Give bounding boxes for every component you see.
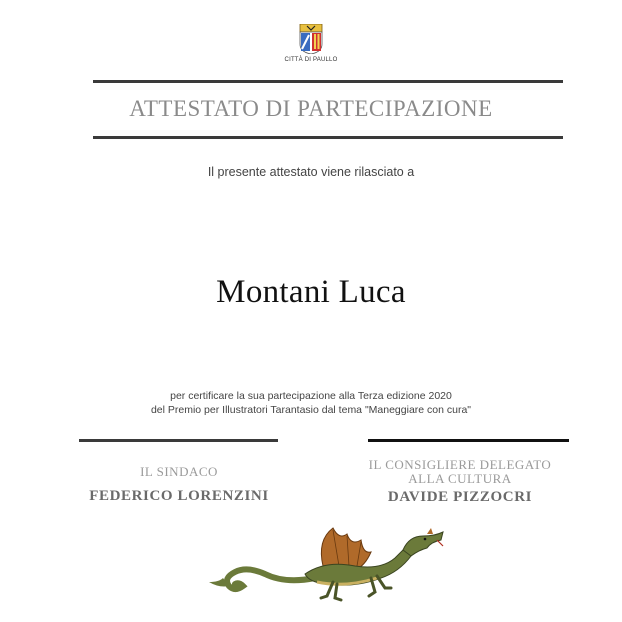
- city-crest-icon: [299, 24, 323, 54]
- dragon-illustration-icon: [205, 526, 445, 602]
- left-signature-rule: [79, 439, 278, 442]
- title-bottom-rule: [93, 136, 563, 139]
- left-signature-role: IL SINDACO: [140, 464, 218, 479]
- statement-line-2: del Premio per Illustratori Tarantasio dal tema "Maneggiare con cura": [150, 404, 472, 416]
- intro-text: Il presente attestato viene rilasciato a: [207, 165, 415, 179]
- title-top-rule: [93, 80, 563, 83]
- left-signature-name: FEDERICO LORENZINI: [89, 488, 269, 504]
- recipient-name: Montani Luca: [216, 274, 406, 310]
- right-signature-name: DAVIDE PIZZOCRI: [387, 489, 533, 505]
- right-signature: [360, 459, 560, 506]
- statement-line-1: per certificare la sua partecipazione alla Terza edizione 2020: [170, 390, 452, 402]
- left-signature: [60, 466, 298, 505]
- certificate-title: ATTESTATO DI PARTECIPAZIONE: [129, 96, 493, 121]
- right-signature-rule: [368, 439, 569, 442]
- crest-caption: CITTÀ DI PAULLO: [284, 57, 338, 63]
- right-signature-role-line-1: IL CONSIGLIERE DELEGATO: [368, 457, 552, 472]
- right-signature-role-line-2: ALLA CULTURA: [408, 471, 512, 486]
